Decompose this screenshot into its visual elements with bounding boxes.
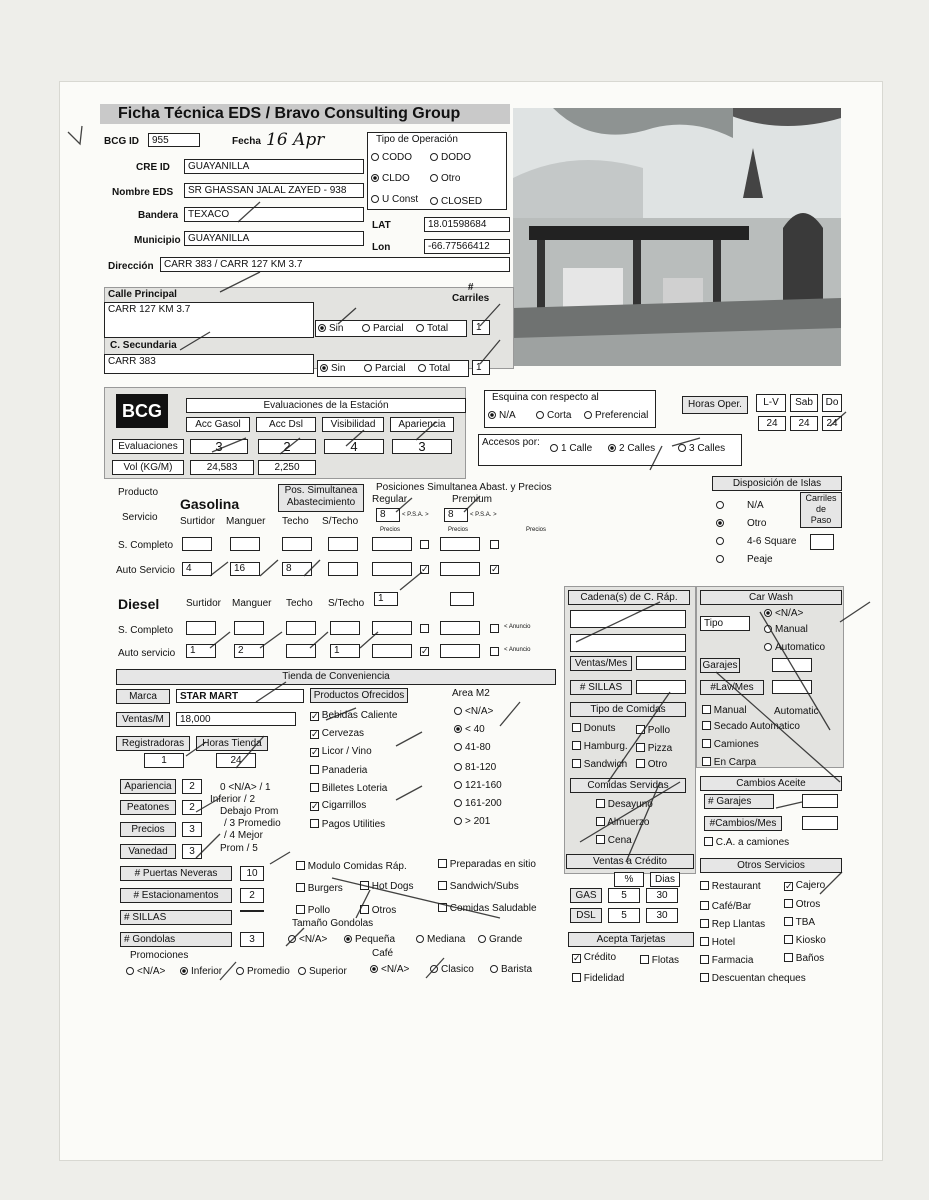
area-161-200[interactable]: 161-200 bbox=[454, 798, 502, 809]
dsl-col-stecho: S/Techo bbox=[328, 598, 365, 609]
tipo-pizza[interactable]: Pizza bbox=[636, 742, 672, 754]
gas-col-techo: Techo bbox=[282, 516, 309, 527]
area-121-160[interactable]: 121-160 bbox=[454, 780, 502, 791]
premium-psa-label: < P.S.A. > bbox=[470, 512, 497, 518]
calle-secundaria-label: C. Secundaria bbox=[110, 340, 177, 351]
dsl-auto-techo[interactable] bbox=[286, 644, 316, 658]
area-na[interactable]: <N/A> bbox=[454, 706, 493, 717]
carriles-paso-field[interactable] bbox=[810, 534, 834, 550]
carwash-lav-field[interactable] bbox=[772, 680, 812, 694]
dsl-completo-surtidor[interactable] bbox=[186, 621, 216, 635]
credito-dsl-label: DSL bbox=[570, 908, 602, 923]
disp-otro[interactable]: Otro bbox=[716, 518, 766, 529]
cafe-na[interactable]: <N/A> bbox=[370, 964, 409, 975]
scale-3: / 3 Promedio bbox=[224, 818, 281, 829]
otros-title: Otros Servicios bbox=[700, 858, 842, 873]
premium-psa[interactable]: 8 bbox=[444, 508, 468, 522]
eval-dsl[interactable]: 2 bbox=[258, 439, 316, 454]
aceite-camiones[interactable]: C.A. a camiones bbox=[704, 836, 789, 848]
ventas-field[interactable]: 18,000 bbox=[176, 712, 296, 726]
disp-46[interactable]: 4-6 Square bbox=[716, 536, 796, 547]
gas-completo-surtidor[interactable] bbox=[182, 537, 212, 551]
eval-head-apariencia: Apariencia bbox=[390, 417, 454, 432]
cw-secado[interactable]: Secado Automatico bbox=[702, 720, 800, 732]
eval-apariencia[interactable]: 3 bbox=[392, 439, 452, 454]
carriles-label: # Carriles bbox=[452, 282, 490, 304]
carwash-title: Car Wash bbox=[700, 590, 842, 605]
promo-promedio[interactable]: Promedio bbox=[236, 966, 290, 977]
mod-otros[interactable]: Otros bbox=[360, 904, 396, 916]
dsl-auto-stecho[interactable]: 1 bbox=[330, 644, 360, 658]
disposicion-title: Disposición de Islas bbox=[712, 476, 842, 491]
carwash-na[interactable]: <N/A> bbox=[764, 608, 803, 619]
fecha-label: Fecha bbox=[232, 136, 261, 147]
credito-dias-label: Dias bbox=[650, 872, 680, 887]
dsl-completo-stecho[interactable] bbox=[330, 621, 360, 635]
carwash-automatico[interactable]: Automatico bbox=[764, 642, 825, 653]
principal-carriles[interactable]: 1 bbox=[472, 320, 490, 335]
direccion-label: Dirección bbox=[108, 261, 154, 272]
ventas-label: Ventas/M bbox=[116, 712, 170, 727]
dsl-auto-chk-2[interactable] bbox=[490, 647, 499, 656]
tarjeta-flotas[interactable]: Flotas bbox=[640, 954, 679, 966]
lat-field[interactable]: 18.01598684 bbox=[424, 217, 510, 232]
tamano-title: Tamaño Gondolas bbox=[292, 918, 374, 929]
bandera-label: Bandera bbox=[138, 210, 179, 221]
vol-gasol[interactable]: 24,583 bbox=[190, 460, 254, 475]
dsl-col-surtidor: Surtidor bbox=[186, 598, 222, 609]
lat-label: LAT bbox=[372, 220, 391, 231]
rating-peatones-label: Peatones bbox=[120, 800, 176, 815]
eval-row-label: Evaluaciones bbox=[112, 439, 184, 454]
horas-do-label: Do bbox=[822, 394, 842, 412]
productos-title: Productos Ofrecidos bbox=[310, 688, 408, 703]
esquina-corta[interactable]: Corta bbox=[536, 410, 571, 421]
calle-principal-label: Calle Principal bbox=[108, 289, 177, 300]
gas-auto-techo[interactable]: 8 bbox=[282, 562, 312, 576]
gas-auto-chk-prem[interactable]: ✓ bbox=[491, 564, 499, 574]
gas-col-stecho: S/Techo bbox=[322, 516, 359, 527]
gondolas-label: # Gondolas bbox=[120, 932, 232, 947]
aceite-cambios-field[interactable] bbox=[802, 816, 838, 830]
otro-kiosko[interactable]: Kiosko bbox=[784, 934, 826, 946]
puertas-label: # Puertas Neveras bbox=[120, 866, 232, 881]
horas-lv[interactable]: 24 bbox=[758, 416, 786, 431]
dsl-completo-label: S. Completo bbox=[118, 625, 174, 636]
carwash-manual[interactable]: Manual bbox=[764, 624, 808, 635]
secundaria-carriles[interactable]: 1 bbox=[472, 360, 490, 375]
nombre-field[interactable]: SR GHASSAN JALAL ZAYED - 938 bbox=[184, 183, 364, 198]
scale-4: / 4 Mejor bbox=[224, 830, 263, 841]
eval-head-visibilidad: Visibilidad bbox=[322, 417, 384, 432]
cre-id-label: CRE ID bbox=[136, 162, 170, 173]
direccion-field[interactable]: CARR 383 / CARR 127 KM 3.7 bbox=[160, 257, 510, 272]
lon-label: Lon bbox=[372, 242, 391, 253]
evaluaciones-title: Evaluaciones de la Estación bbox=[186, 398, 466, 413]
servida-desayuno[interactable]: Desayuno bbox=[596, 798, 653, 810]
pos-simultanea-box: Pos. Simultanea Abastecimiento bbox=[278, 484, 364, 512]
area-81-120[interactable]: 81-120 bbox=[454, 762, 496, 773]
acceso-3-calles[interactable]: 3 Calles bbox=[678, 443, 725, 454]
lon-field[interactable]: -66.77566412 bbox=[424, 239, 510, 254]
prep-saludable[interactable]: Comidas Saludable bbox=[438, 902, 537, 914]
credito-pct-label: % bbox=[614, 872, 644, 887]
eval-head-gasol: Acc Gasol bbox=[186, 417, 250, 432]
secundaria-total[interactable]: Total bbox=[418, 363, 450, 374]
rating-peatones[interactable]: 2 bbox=[182, 800, 202, 815]
modulo-comidas[interactable]: Modulo Comidas Ráp. bbox=[296, 860, 407, 872]
dsl-completo-techo[interactable] bbox=[286, 621, 316, 635]
marca-label: Marca bbox=[116, 689, 170, 704]
gas-completo-techo[interactable] bbox=[282, 537, 312, 551]
horas-tienda-label: Horas Tienda bbox=[196, 736, 268, 751]
sillas-field[interactable] bbox=[240, 910, 264, 912]
tarjeta-credito[interactable]: ✓ Crédito bbox=[573, 952, 617, 963]
otro-hotel[interactable]: Hotel bbox=[700, 936, 735, 948]
cafe-barista[interactable]: Barista bbox=[490, 964, 532, 975]
carwash-garajes-label: Garajes bbox=[700, 658, 740, 673]
tienda-title: Tienda de Conveniencia bbox=[116, 669, 556, 685]
gas-completo-precio-prem[interactable] bbox=[440, 537, 480, 551]
scale-2: Debajo Prom bbox=[220, 806, 279, 817]
premium-label: Premium bbox=[452, 494, 493, 505]
op-codo[interactable]: CODO bbox=[371, 152, 412, 163]
otro-rep-llantas[interactable]: Rep Llantas bbox=[700, 918, 765, 930]
bandera-field[interactable]: TEXACO bbox=[184, 207, 364, 222]
dsl-completo-precio-2[interactable] bbox=[440, 621, 480, 635]
cw-manual[interactable]: Manual bbox=[702, 704, 747, 716]
bcg-id-field[interactable]: 955 bbox=[148, 133, 200, 147]
puertas-field[interactable]: 10 bbox=[240, 866, 264, 881]
accesos-label: Accesos por: bbox=[482, 437, 540, 448]
producto-label: Producto bbox=[118, 487, 159, 498]
otro-banos[interactable]: Baños bbox=[784, 952, 824, 964]
gas-completo-label: S. Completo bbox=[118, 540, 174, 551]
tipo-sandwich[interactable]: Sandwich bbox=[572, 758, 627, 770]
promo-inferior[interactable]: Inferior bbox=[180, 966, 222, 977]
regular-psa[interactable]: 8 bbox=[376, 508, 400, 522]
prep-sandwich[interactable]: Sandwich/Subs bbox=[438, 880, 519, 892]
bcg-logo: BCG bbox=[116, 394, 168, 428]
comidas-servidas-title: Comidas Servidas bbox=[570, 778, 686, 793]
gas-completo-chk-reg[interactable] bbox=[420, 540, 429, 549]
cadena-field-1[interactable] bbox=[570, 610, 686, 628]
principal-parcial[interactable]: Parcial bbox=[362, 323, 404, 334]
prod-billetes[interactable]: Billetes Loteria bbox=[310, 782, 387, 794]
dsl-auto-chk[interactable]: ✓ bbox=[421, 646, 429, 656]
cadena-ventas-field[interactable] bbox=[636, 656, 686, 670]
tarjetas-title: Acepta Tarjetas bbox=[568, 932, 694, 947]
gas-auto-label: Auto Servicio bbox=[116, 565, 175, 576]
registradoras-label: Registradoras bbox=[116, 736, 190, 751]
promo-superior[interactable]: Superior bbox=[298, 966, 347, 977]
rating-vanedad[interactable]: 3 bbox=[182, 844, 202, 859]
dsl-auto-label: Auto servicio bbox=[118, 648, 176, 659]
aceite-cambios-label: #Cambios/Mes bbox=[704, 816, 782, 831]
area-40[interactable]: < 40 bbox=[454, 724, 485, 735]
operacion-title: Tipo de Operación bbox=[376, 134, 458, 145]
gas-completo-chk-prem[interactable] bbox=[490, 540, 499, 549]
credito-gas-label: GAS bbox=[570, 888, 602, 903]
tamano-grande[interactable]: Grande bbox=[478, 934, 522, 945]
dsl-auto-precio[interactable] bbox=[372, 644, 412, 658]
acceso-2-calles[interactable]: 2 Calles bbox=[608, 443, 655, 454]
rating-apariencia-label: Apariencia bbox=[120, 779, 176, 794]
form-title: Ficha Técnica EDS / Bravo Consulting Group bbox=[100, 104, 510, 124]
tarjeta-fidelidad[interactable]: Fidelidad bbox=[572, 972, 624, 984]
carriles-paso-label: Carriles de Paso bbox=[800, 492, 842, 528]
tipo-comidas-title: Tipo de Comidas bbox=[570, 702, 686, 717]
otro-tba[interactable]: TBA bbox=[784, 916, 815, 928]
gas-auto-chk-reg[interactable]: ✓ bbox=[421, 564, 429, 574]
eval-head-dsl: Acc Dsl bbox=[256, 417, 316, 432]
cw-automatic[interactable]: Automatic bbox=[774, 706, 819, 717]
form-sheet bbox=[60, 82, 882, 1160]
tipo-donuts[interactable]: Donuts bbox=[572, 722, 615, 734]
otro-restaurant[interactable]: Restaurant bbox=[700, 880, 761, 892]
dsl-pos-2[interactable] bbox=[450, 592, 474, 606]
regular-label: Regular bbox=[372, 494, 408, 505]
tipo-pollo[interactable]: Pollo bbox=[636, 724, 670, 736]
estac-label: # Estacionamentos bbox=[120, 888, 232, 903]
cadena-sillas-field[interactable] bbox=[636, 680, 686, 694]
horas-do[interactable]: 24 bbox=[822, 416, 842, 431]
tamano-pequena[interactable]: Pequeña bbox=[344, 934, 395, 945]
horas-lv-label: L-V bbox=[756, 394, 786, 412]
sillas-label: # SILLAS bbox=[120, 910, 232, 925]
cre-id-field[interactable]: GUAYANILLA bbox=[184, 159, 364, 174]
servicio-label: Servicio bbox=[122, 512, 158, 523]
cadena-field-2[interactable] bbox=[570, 634, 686, 652]
credito-gas-pct[interactable]: 5 bbox=[608, 888, 640, 903]
credito-dsl-dias[interactable]: 30 bbox=[646, 908, 678, 923]
dsl-completo-manguer[interactable] bbox=[234, 621, 264, 635]
scale-0: 0 <N/A> / 1 bbox=[220, 782, 271, 793]
scale-5: Prom / 5 bbox=[220, 843, 258, 854]
marca-field[interactable]: STAR MART bbox=[176, 689, 304, 703]
disp-na[interactable]: N/A bbox=[716, 500, 764, 511]
dsl-auto-precio-2[interactable] bbox=[440, 644, 480, 658]
tipo-hamburg[interactable]: Hamburg. bbox=[572, 740, 628, 752]
rating-vanedad-label: Vanedad bbox=[120, 844, 176, 859]
otro-cheques[interactable]: Descuentan cheques bbox=[700, 972, 806, 984]
precios-label-3: Precios bbox=[526, 527, 547, 533]
carwash-garajes-field[interactable] bbox=[772, 658, 812, 672]
regular-psa-label: < P.S.A. > bbox=[402, 512, 429, 518]
dsl-completo-chk[interactable] bbox=[420, 624, 429, 633]
esquina-title: Esquina con respecto al bbox=[492, 392, 599, 403]
dsl-completo-chk-2[interactable] bbox=[490, 624, 499, 633]
cafe-title: Café bbox=[372, 948, 394, 959]
diesel-title: Diesel bbox=[118, 596, 160, 612]
carwash-tipo-label: Tipo bbox=[700, 616, 750, 631]
mod-pollo[interactable]: Pollo bbox=[296, 904, 330, 916]
gasolina-title: Gasolina bbox=[180, 496, 240, 512]
principal-total[interactable]: Total bbox=[416, 323, 448, 334]
aceite-garajes-label: # Garajes bbox=[704, 794, 774, 809]
nombre-label: Nombre EDS bbox=[112, 187, 174, 198]
mod-hotdogs[interactable]: Hot Dogs bbox=[360, 880, 413, 892]
dsl-auto-manguer[interactable]: 2 bbox=[234, 644, 264, 658]
gas-auto-stecho[interactable] bbox=[328, 562, 358, 576]
dsl-anuncio-2: < Anuncio bbox=[504, 647, 531, 653]
credito-gas-dias[interactable]: 30 bbox=[646, 888, 678, 903]
gas-completo-manguer[interactable] bbox=[230, 537, 260, 551]
eval-gasol[interactable]: 3 bbox=[190, 439, 248, 454]
horas-oper-label: Horas Oper. bbox=[682, 396, 748, 414]
secundaria-sin[interactable]: Sin bbox=[320, 363, 345, 374]
estac-field[interactable]: 2 bbox=[240, 888, 264, 903]
registradoras-field[interactable]: 1 bbox=[144, 753, 184, 768]
gas-col-surtidor: Surtidor bbox=[180, 516, 216, 527]
cadena-sillas-label: # SILLAS bbox=[570, 680, 632, 695]
dsl-col-techo: Techo bbox=[286, 598, 313, 609]
otro-farmacia[interactable]: Farmacia bbox=[700, 954, 753, 966]
secundaria-parcial[interactable]: Parcial bbox=[364, 363, 406, 374]
municipio-label: Municipio bbox=[134, 235, 181, 246]
credito-title: Ventas a Crédito bbox=[566, 854, 694, 869]
aceite-title: Cambios Aceite bbox=[700, 776, 842, 791]
area-201[interactable]: > 201 bbox=[454, 816, 490, 827]
area-title: Area M2 bbox=[452, 688, 490, 699]
area-41-80[interactable]: 41-80 bbox=[454, 742, 491, 753]
otro-cajero[interactable]: ✓ Cajero bbox=[785, 880, 826, 891]
horas-sab-label: Sab bbox=[790, 394, 818, 412]
vol-label: Vol (KG/M) bbox=[112, 460, 184, 475]
bcg-id-label: BCG ID bbox=[104, 136, 139, 147]
cafe-clasico[interactable]: Clasico bbox=[430, 964, 474, 975]
prod-licor[interactable]: ✓ Licor / Vino bbox=[311, 746, 372, 757]
precios-label-2: Precios bbox=[448, 527, 469, 533]
servida-almuerzo[interactable]: Almuerzo bbox=[596, 816, 649, 828]
eval-visibilidad[interactable]: 4 bbox=[324, 439, 384, 454]
op-cldo[interactable]: CLDO bbox=[371, 173, 410, 184]
tipo-otro[interactable]: Otro bbox=[636, 758, 667, 770]
gas-completo-stecho[interactable] bbox=[328, 537, 358, 551]
credito-dsl-pct[interactable]: 5 bbox=[608, 908, 640, 923]
cadena-title: Cadena(s) de C. Ráp. bbox=[568, 590, 690, 605]
calle-secundaria-field[interactable]: CARR 383 bbox=[104, 354, 314, 374]
gas-auto-manguer[interactable]: 16 bbox=[230, 562, 260, 576]
prod-cigarrillos[interactable]: ✓ Cigarrillos bbox=[311, 800, 367, 811]
calle-principal-field[interactable]: CARR 127 KM 3.7 bbox=[104, 302, 314, 338]
promo-na[interactable]: <N/A> bbox=[126, 966, 165, 977]
rating-apariencia[interactable]: 2 bbox=[182, 779, 202, 794]
scale-1: Inferior / 2 bbox=[210, 794, 256, 805]
horas-tienda-field[interactable]: 24 bbox=[216, 753, 256, 768]
tamano-mediana[interactable]: Mediana bbox=[416, 934, 465, 945]
servida-cena[interactable]: Cena bbox=[596, 834, 632, 846]
prod-panaderia[interactable]: Panaderia bbox=[310, 764, 367, 776]
dsl-completo-precio[interactable] bbox=[372, 621, 412, 635]
prod-pagos[interactable]: Pagos Utilities bbox=[310, 818, 385, 830]
otro-cafebar[interactable]: Café/Bar bbox=[700, 900, 751, 912]
promo-title: Promociones bbox=[130, 950, 189, 961]
principal-sin[interactable]: Sin bbox=[318, 323, 343, 334]
pos-header: Posiciones Simultanea Abast. y Precios bbox=[376, 482, 552, 493]
op-dodo[interactable]: DODO bbox=[430, 152, 471, 163]
carwash-lav-label: #Lav/Mes bbox=[700, 680, 764, 695]
aceite-garajes-field[interactable] bbox=[802, 794, 838, 808]
gas-auto-precio-reg[interactable] bbox=[372, 562, 412, 576]
cw-camiones[interactable]: Camiones bbox=[702, 738, 759, 750]
tamano-na[interactable]: <N/A> bbox=[288, 934, 327, 945]
gas-completo-precio-reg[interactable] bbox=[372, 537, 412, 551]
dsl-auto-surtidor[interactable]: 1 bbox=[186, 644, 216, 658]
op-uconst[interactable]: U Const bbox=[371, 194, 418, 205]
gas-auto-precio-prem[interactable] bbox=[440, 562, 480, 576]
precios-label-1: Precios bbox=[380, 527, 401, 533]
horas-sab[interactable]: 24 bbox=[790, 416, 818, 431]
esquina-preferencial[interactable]: Preferencial bbox=[584, 410, 648, 421]
dsl-col-manguer: Manguer bbox=[232, 598, 272, 609]
gas-col-manguer: Manguer bbox=[226, 516, 266, 527]
rating-precios[interactable]: 3 bbox=[182, 822, 202, 837]
op-closed[interactable]: CLOSED bbox=[430, 196, 482, 207]
cw-carpa[interactable]: En Carpa bbox=[702, 756, 756, 768]
prod-cervezas[interactable]: ✓ Cervezas bbox=[311, 728, 365, 739]
acceso-1-calle[interactable]: 1 Calle bbox=[550, 443, 592, 454]
fecha-handwritten: 16 Apr bbox=[266, 130, 325, 150]
dsl-anuncio-1: < Anuncio bbox=[504, 624, 531, 630]
disp-peaje[interactable]: Peaje bbox=[716, 554, 773, 565]
mod-burgers[interactable]: Burgers bbox=[296, 882, 343, 894]
municipio-field[interactable]: GUAYANILLA bbox=[184, 231, 364, 246]
station-photo bbox=[513, 108, 841, 366]
prod-bebidas[interactable]: ✓ Bebidas Caliente bbox=[311, 710, 398, 721]
rating-precios-label: Precios bbox=[120, 822, 176, 837]
gas-auto-surtidor[interactable]: 4 bbox=[182, 562, 212, 576]
otro-otros[interactable]: Otros bbox=[784, 898, 820, 910]
esquina-na[interactable]: N/A bbox=[488, 410, 516, 421]
vol-dsl[interactable]: 2,250 bbox=[258, 460, 316, 475]
gondolas-field[interactable]: 3 bbox=[240, 932, 264, 947]
op-otro[interactable]: Otro bbox=[430, 173, 460, 184]
prep-sitio[interactable]: Preparadas en sitio bbox=[438, 858, 536, 870]
dsl-pos[interactable]: 1 bbox=[374, 592, 398, 606]
cadena-ventas-label: Ventas/Mes bbox=[570, 656, 632, 671]
